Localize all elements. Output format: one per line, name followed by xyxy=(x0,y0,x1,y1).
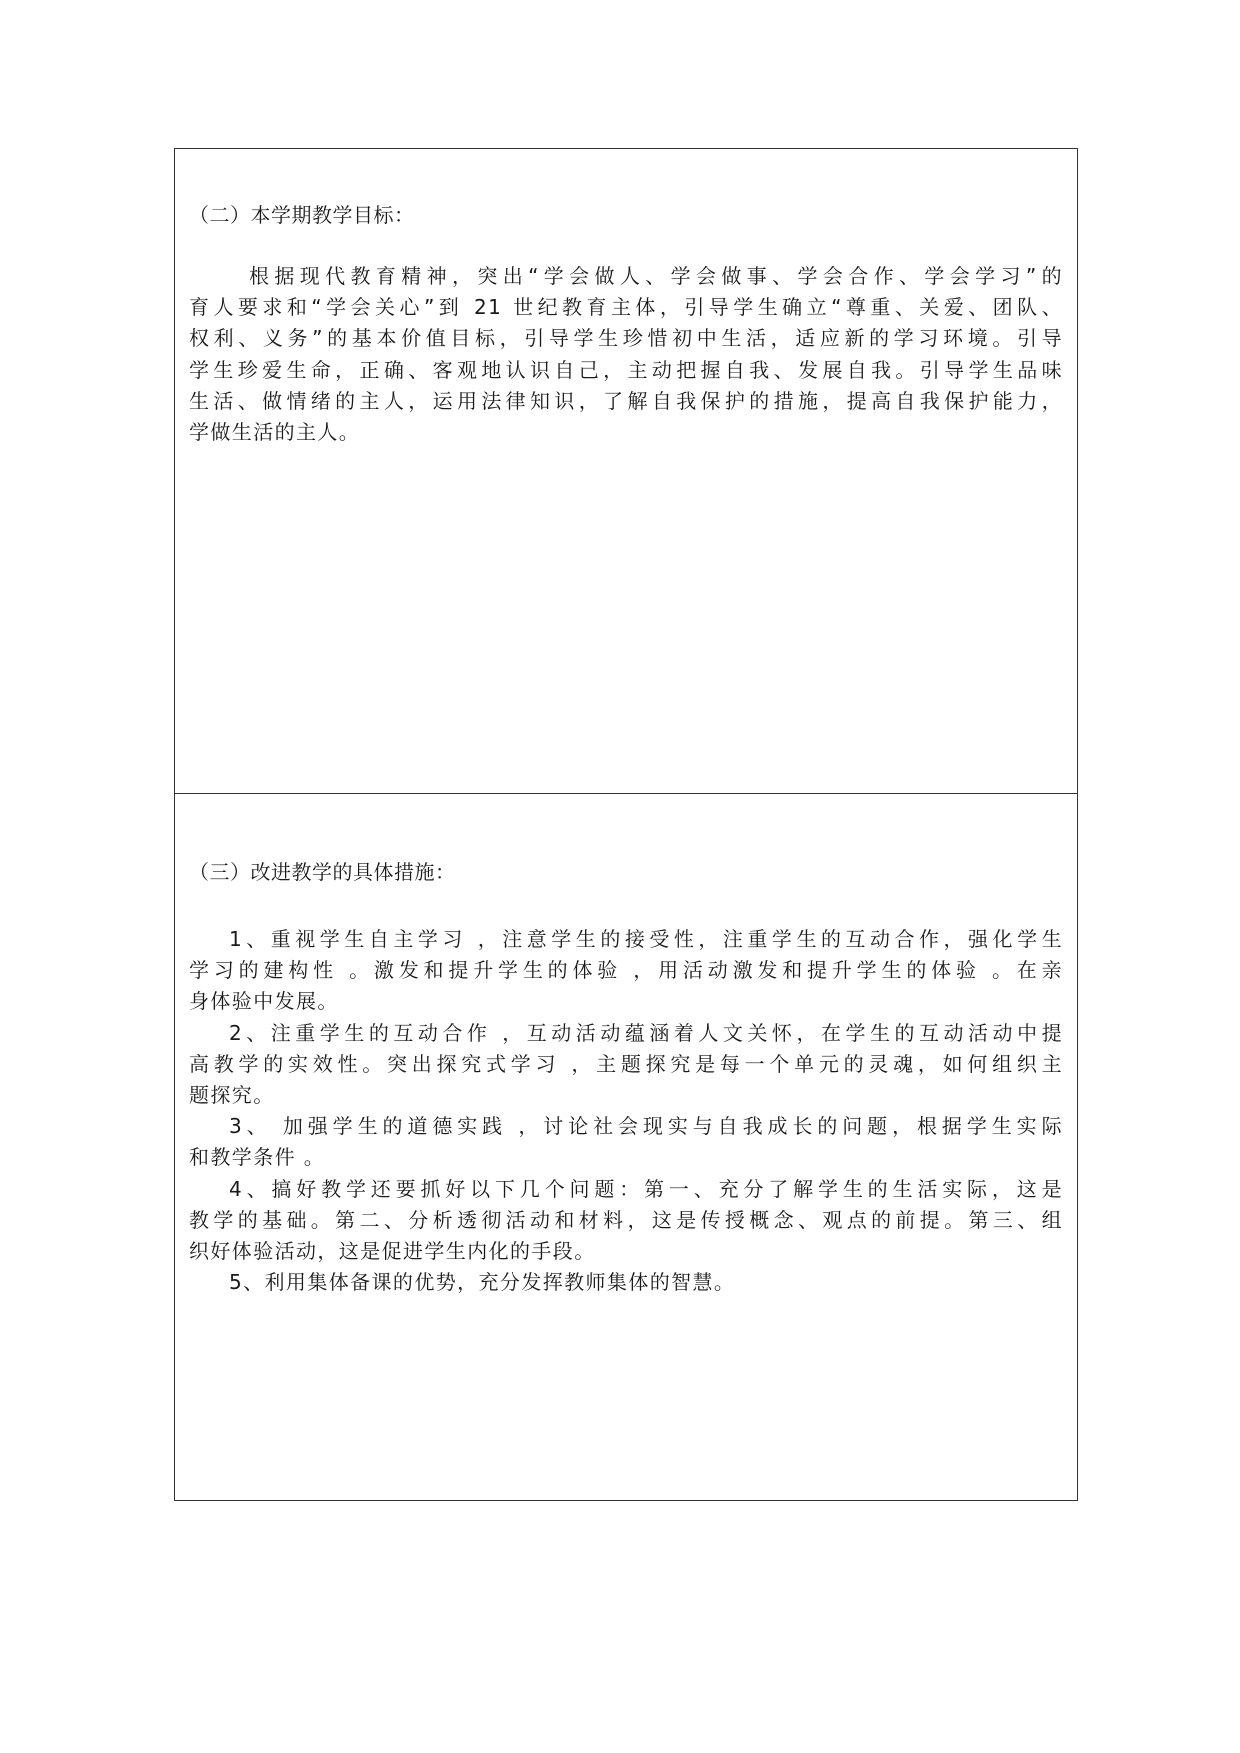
teaching-measures-cell xyxy=(175,794,1077,1500)
text-line: 学习的建构性 。激发和提升学生的体验 ，用活动激发和提升学生的体验 。在亲 xyxy=(189,958,1063,983)
measure-item-3 xyxy=(189,1111,1063,1173)
measure-item-1 xyxy=(189,924,1063,1018)
plan-table xyxy=(174,148,1078,1501)
teaching-goals-body xyxy=(189,261,1063,448)
teaching-measures-heading: （三）改进教学的具体措施： xyxy=(189,860,456,884)
text-line: 2、注重学生的互动合作 ，互动活动蕴涵着人文关怀，在学生的互动活动中提 xyxy=(229,1020,1063,1045)
text-line: 和教学条件 。 xyxy=(189,1145,326,1170)
text-line: 题探究。 xyxy=(189,1083,275,1108)
text-line: 教学的基础。第二、分析透彻活动和材料，这是传授概念、观点的前提。第三、组 xyxy=(189,1207,1063,1232)
text-line: 3、 加强学生的道德实践 ，讨论社会现实与自我成长的问题，根据学生实际 xyxy=(229,1114,1063,1139)
text-line: 生活、做情绪的主人，运用法律知识，了解自我保护的措施，提高自我保护能力， xyxy=(189,388,1063,413)
text-line: 根据现代教育精神，突出“学会做人、学会做事、学会合作、学会学习”的 xyxy=(249,264,1063,288)
text-line: 身体验中发展。 xyxy=(189,989,339,1014)
text-line: 1、重视学生自主学习 ，注意学生的接受性，注重学生的互动合作，强化学生 xyxy=(229,927,1063,951)
text-line: 学生珍爱生命，正确、客观地认识自己，主动把握自我、发展自我。引导学生品味 xyxy=(189,357,1063,382)
text-line: 育人要求和“学会关心”到 21 世纪教育主体，引导学生确立“尊重、关爱、团队、 xyxy=(189,295,1063,320)
text-line: 5、利用集体备课的优势，充分发挥教师集体的智慧。 xyxy=(229,1270,736,1295)
measure-item-2 xyxy=(189,1018,1063,1112)
measure-item-4 xyxy=(189,1174,1063,1268)
text-line: 高教学的实效性。突出探究式学习 ，主题探究是每一个单元的灵魂，如何组织主 xyxy=(189,1051,1063,1076)
text-line: 织好体验活动，这是促进学生内化的手段。 xyxy=(189,1239,596,1264)
text-line: 学做生活的主人。 xyxy=(189,420,361,445)
measure-item-5 xyxy=(189,1267,1063,1298)
teaching-goals-heading: （二）本学期教学目标： xyxy=(189,203,415,227)
text-line: 4、搞好教学还要抓好以下几个问题：第一、充分了解学生的生活实际，这是 xyxy=(229,1176,1063,1201)
text-line: 权利、义务”的基本价值目标，引导学生珍惜初中生活，适应新的学习环境。引导 xyxy=(189,326,1063,351)
teaching-goals-cell xyxy=(175,149,1077,794)
teaching-measures-body xyxy=(189,924,1063,1298)
